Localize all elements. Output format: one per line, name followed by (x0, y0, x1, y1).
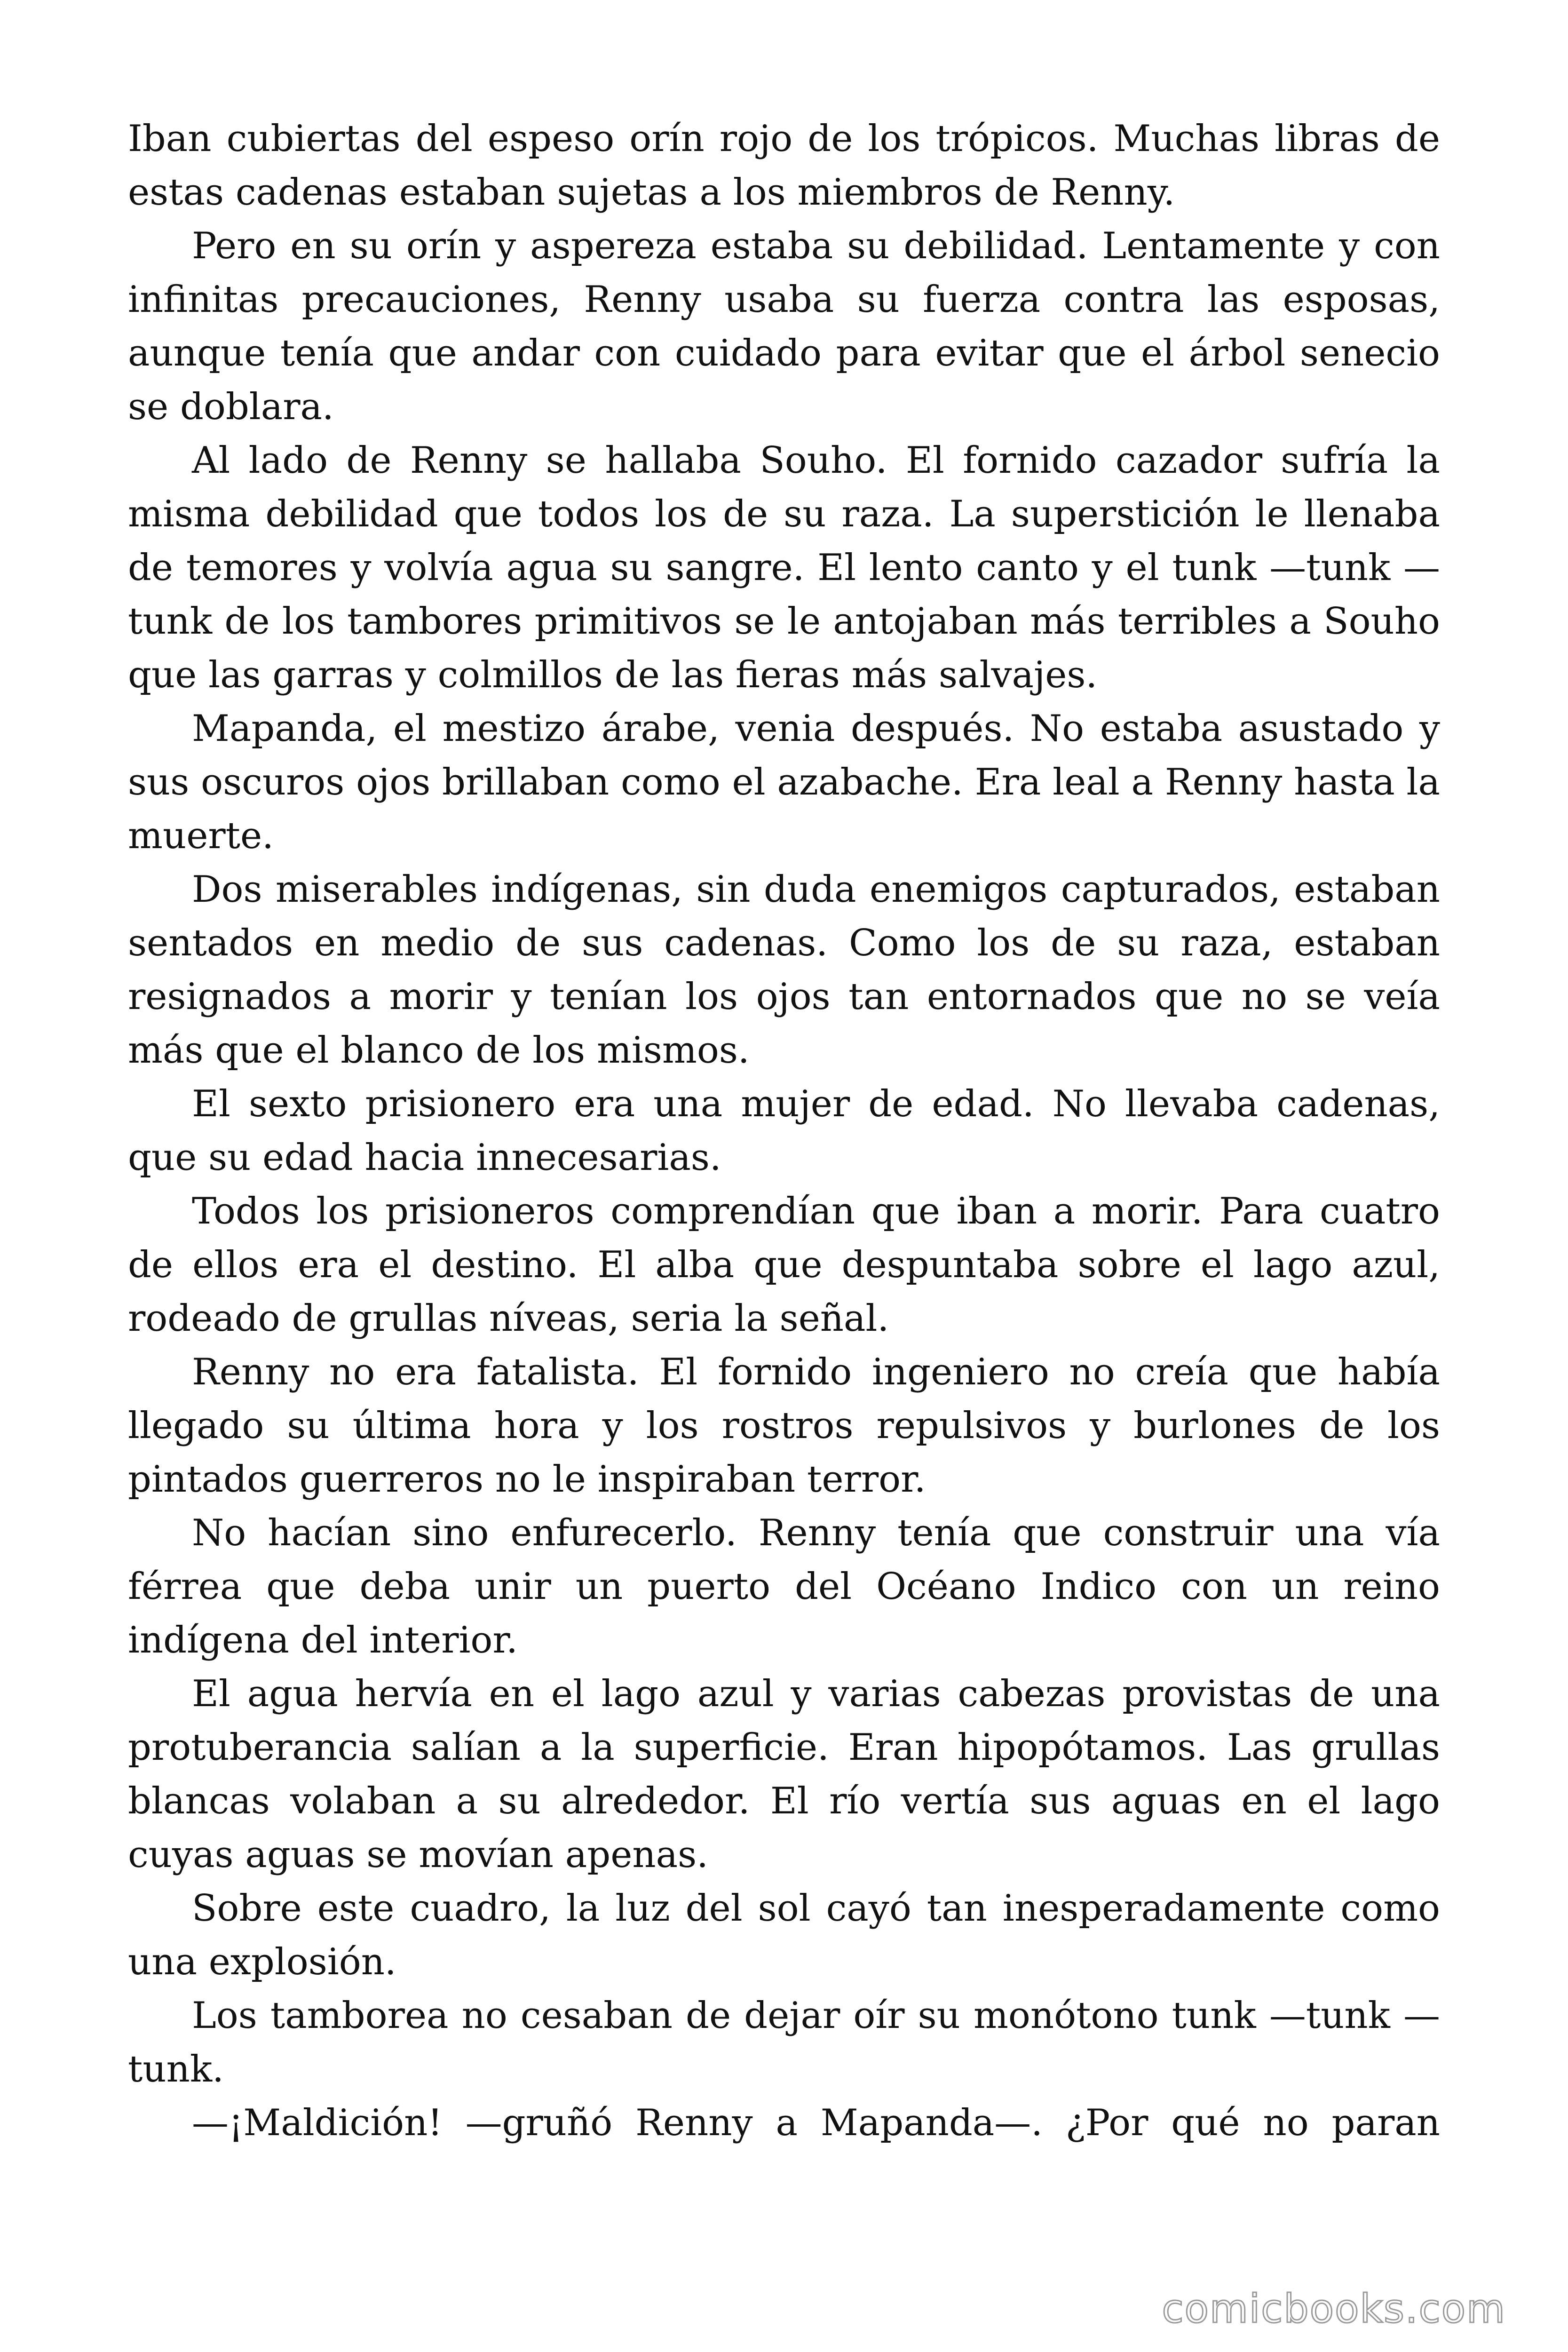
watermark: comicbooks.com (1162, 2286, 1506, 2332)
paragraph-8: Renny no era fatalista. El fornido ingeniero no creía que había llegado su última hora y los rostros repulsivos y burlones de los pintados guerreros no le inspiraban terror. (128, 1351, 1440, 1501)
paragraph-6: El sexto prisionero era una mujer de edad. No llevaba cadenas, que su edad hacia innecesarias. (128, 1083, 1440, 1179)
paragraph-12: Los tamborea no cesaban de dejar oír su monótono tunk —tunk — tunk. (128, 1994, 1440, 2090)
paragraph-11: Sobre este cuadro, la luz del sol cayó tan inesperadamente como una explosión. (128, 1887, 1440, 1983)
paragraph-1: Iban cubiertas del espeso orín rojo de los trópicos. Muchas libras de estas cadenas estaban sujetas a los miembros de Renny. (128, 118, 1440, 214)
paragraph-5: Dos miserables indígenas, sin duda enemigos capturados, estaban sentados en medio de sus cadenas. Como los de su raza, estaban resignados a morir y tenían los ojos tan entornados que no se veía más que el blanco de los mismos. (128, 868, 1440, 1072)
paragraph-10: El agua hervía en el lago azul y varias cabezas provistas de una protuberancia salían a la superficie. Eran hipopótamos. Las grullas blancas volaban a su alrededor. El río vertía sus aguas en el lago cuyas aguas se movían apenas. (128, 1673, 1440, 1876)
paragraph-3: Al lado de Renny se hallaba Souho. El fornido cazador sufría la misma debilidad que todos los de su raza. La superstición le llenaba de temores y volvía agua su sangre. El lento canto y el tunk —tunk — tunk de los tambores primitivos se le antojaban más terribles a Souho que las garras y colmillos de las fieras más salvajes. (128, 439, 1440, 696)
paragraph-7: Todos los prisioneros comprendían que iban a morir. Para cuatro de ellos era el destino. El alba que despuntaba sobre el lago azul, rodeado de grullas níveas, seria la señal. (128, 1190, 1440, 1340)
paragraph-4: Mapanda, el mestizo árabe, venia después. No estaba asustado y sus oscuros ojos brillaban como el azabache. Era leal a Renny hasta la muerte. (128, 707, 1440, 857)
paragraph-2: Pero en su orín y aspereza estaba su debilidad. Lentamente y con infinitas precauciones, Renny usaba su fuerza contra las esposas, aunque tenía que andar con cuidado para evitar que el árbol senecio se doblara. (128, 225, 1440, 428)
page-body (128, 112, 1440, 2150)
paragraph-13: —¡Maldición! —gruñó Renny a Mapanda—. ¿Por qué no paran (192, 2102, 1440, 2144)
paragraph-9: No hacían sino enfurecerlo. Renny tenía que construir una vía férrea que deba unir un puerto del Océano Indico con un reino indígena del interior. (128, 1512, 1440, 1661)
